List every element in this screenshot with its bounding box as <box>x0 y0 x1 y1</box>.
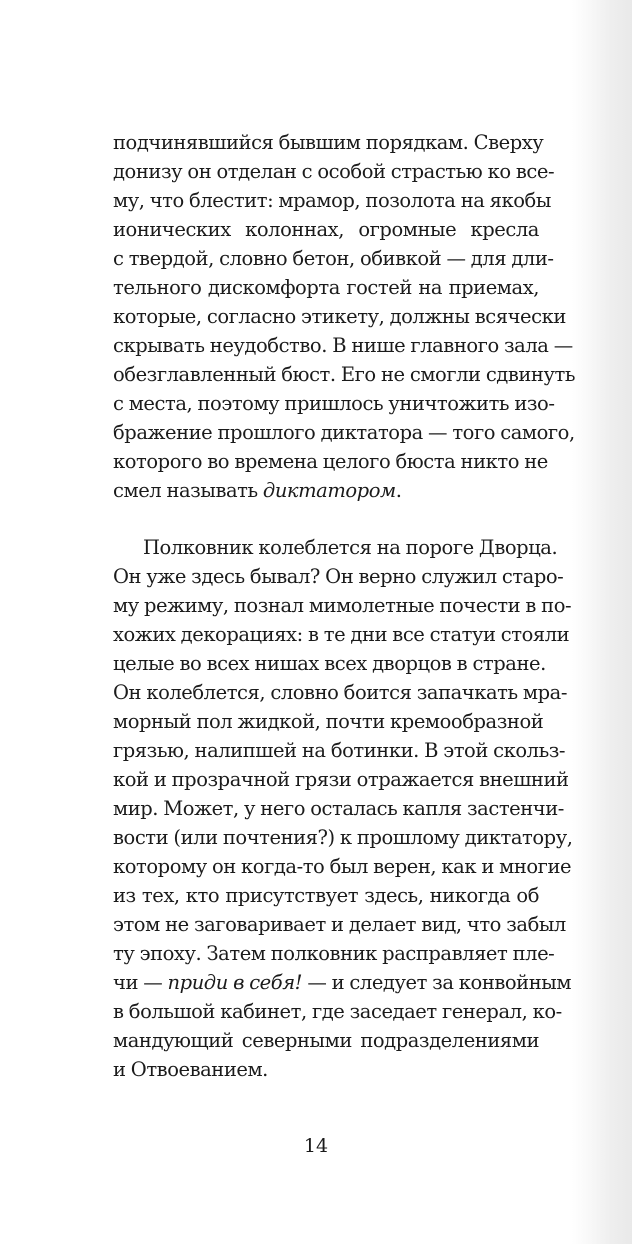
text-line: морный пол жидкой, почти кремообразной <box>113 710 544 733</box>
text-line: Он колеблется, словно боится запачкать мра- <box>113 681 567 704</box>
text-line: бражение прошлого диктатора — того самого, <box>113 421 575 444</box>
text-line: в большой кабинет, где заседает генерал, ко- <box>113 1000 562 1023</box>
text-line-last: и Отвоеванием. <box>113 1058 268 1081</box>
text-line-last <box>113 476 539 505</box>
text-line: му режиму, познал мимолетные почести в по- <box>113 594 572 617</box>
text-line: которые, согласно этикету, должны всячески <box>113 305 566 328</box>
text-segment: — и следует за конвойным <box>302 971 572 994</box>
text-line: подчинявшийся бывшим порядкам. Сверху <box>113 131 544 154</box>
text-line: которого во времена целого бюста никто не <box>113 450 548 473</box>
text-line: мир. Может, у него осталась капля застенчи- <box>113 797 564 820</box>
text-line: скрывать неудобство. В нише главного зала — <box>113 334 573 357</box>
text-line: му, что блестит: мрамор, позолота на якобы <box>113 189 551 212</box>
text-line: грязью, налипшей на ботинки. В этой скольз- <box>113 739 566 762</box>
paragraph-2 <box>113 533 573 1084</box>
text-line: донизу он отделан с особой страстью ко все- <box>113 160 555 183</box>
text-line: кой и прозрачной грязи отражается внешний <box>113 768 569 791</box>
text-segment: . <box>395 479 402 502</box>
text-line: хожих декорациях: в те дни все статуи стояли <box>113 623 570 646</box>
text-line: с твердой, словно бетон, обивкой — для дли- <box>113 247 554 270</box>
text-line: обезглавленный бюст. Его не смогли сдвинуть <box>113 363 576 386</box>
text-segment: чи — <box>113 971 168 994</box>
italic-phrase: приди в себя! <box>167 971 303 994</box>
text-line: из тех, кто присутствует здесь, никогда об <box>113 884 539 907</box>
italic-word: диктатором <box>262 479 396 502</box>
text-line: мандующий северными подразделениями <box>113 1029 539 1052</box>
text-line: ту эпоху. Затем полковник расправляет пле- <box>113 942 555 965</box>
text-line: вости (или почтения?) к прошлому диктатору, <box>113 826 573 849</box>
text-line: целые во всех нишах всех дворцов в стране. <box>113 652 546 675</box>
text-segment: смел называть <box>113 479 258 502</box>
text-line: с места, поэтому пришлось уничтожить изо- <box>113 392 555 415</box>
paragraph-1 <box>113 128 576 505</box>
page-number: 14 <box>303 1135 329 1157</box>
text-line: ионических колоннах, огромные кресла <box>113 218 539 241</box>
text-line-with-italic <box>113 968 572 997</box>
text-line: этом не заговаривает и делает вид, что забыл <box>113 913 566 936</box>
text-line: которому он когда-то был верен, как и многие <box>113 855 572 878</box>
text-line: тельного дискомфорта гостей на приемах, <box>113 276 539 299</box>
text-line-first: Полковник колеблется на пороге Дворца. <box>143 536 558 559</box>
text-line: Он уже здесь бывал? Он верно служил старо- <box>113 565 564 588</box>
